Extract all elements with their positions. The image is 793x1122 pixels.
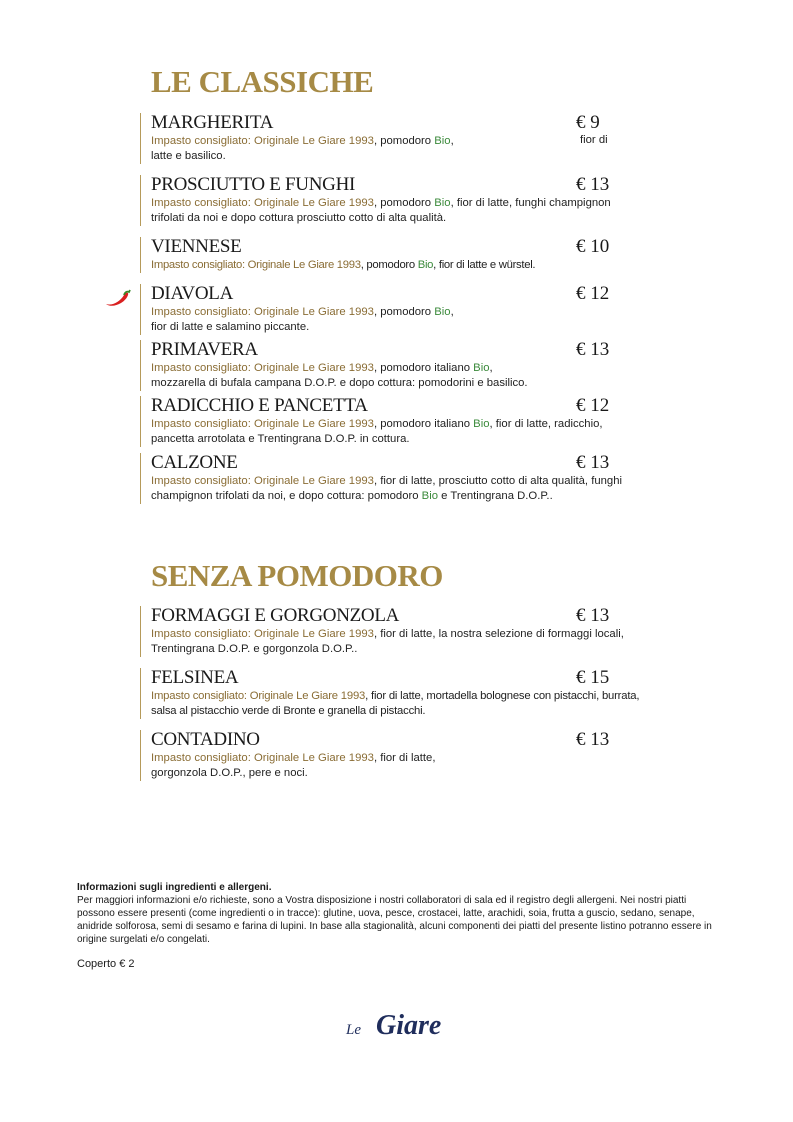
coperto-charge: Coperto € 2 xyxy=(77,958,135,970)
item-description: Impasto consigliato: Originale Le Giare 1993, fior di latte, gorgonzola D.O.P., pere e noci. xyxy=(151,752,436,779)
chili-pepper-icon xyxy=(104,287,132,309)
logo-le: Le xyxy=(346,1022,361,1038)
item-description: Impasto consigliato: Originale Le Giare 1993, pomodoro Bio, fior di latte e salamino piccante. xyxy=(151,306,454,333)
menu-item-formaggi-e-gorgonzola xyxy=(140,606,641,657)
item-description: Impasto consigliato: Originale Le Giare 1993, pomodoro italiano Bio, mozzarella di bufala campana D.O.P. e dopo cottura: pomodorini e basilico. xyxy=(151,362,528,389)
logo-giare: Giare xyxy=(376,1010,442,1041)
item-name: RADICCHIO E PANCETTA xyxy=(151,395,368,416)
item-description: Impasto consigliato: Originale Le Giare 1993, fior di latte, mortadella bolognese con pistacchi, burrata, salsa al pistacchio verde di Bronte e granella di pistacchi. xyxy=(151,690,640,717)
item-name: VIENNESE xyxy=(151,236,242,257)
menu-item-viennese xyxy=(140,237,641,273)
menu-item-prosciutto-e-funghi xyxy=(140,175,641,226)
item-description: Impasto consigliato: Originale Le Giare 1993, pomodoro Bio, latte e basilico. xyxy=(151,135,454,162)
item-name: FORMAGGI E GORGONZOLA xyxy=(151,605,400,626)
item-name: PRIMAVERA xyxy=(151,339,258,360)
overflow-text-fragment: fior di xyxy=(580,134,608,146)
item-price: € 12 xyxy=(576,283,610,304)
item-name: CALZONE xyxy=(151,452,238,473)
item-price: € 13 xyxy=(576,339,610,360)
item-name: CONTADINO xyxy=(151,729,260,750)
item-price: € 10 xyxy=(576,236,610,257)
item-name: FELSINEA xyxy=(151,667,239,688)
item-price: € 15 xyxy=(576,667,610,688)
item-price: € 9 xyxy=(576,112,600,133)
menu-item-diavola xyxy=(140,284,641,335)
item-price: € 13 xyxy=(576,452,610,473)
menu-item-felsinea xyxy=(140,668,641,719)
item-description: Impasto consigliato: Originale Le Giare 1993, fior di latte, la nostra selezione di formaggi locali, Trentingrana D.O.P. e gorgonzola D.O.P.. xyxy=(151,628,624,655)
item-description: Impasto consigliato: Originale Le Giare 1993, pomodoro Bio, fior di latte, funghi champignon trifolati da noi e dopo cottura prosciutto cotto di alta qualità. xyxy=(151,197,611,224)
item-price: € 13 xyxy=(576,605,610,626)
item-price: € 12 xyxy=(576,395,610,416)
menu-item-calzone xyxy=(140,453,641,504)
allergen-info-body: Per maggiori informazioni e/o richieste, sono a Vostra disposizione i nostri collaboratori di sala ed il registro degli allergeni. Nei nostri piatti possono essere presenti (come ingredienti o in tracce): glutine, uova, pesce, crostacei, latte, arachidi, soia, frutta a guscio, sedano, senape, anidride solforosa, semi di sesamo e farina di lupini. In base alla stagionalità, alcuni componenti dei piatti del presente listino potranno essere in origine surgelati e/o congelati. xyxy=(77,895,712,945)
menu-item-primavera xyxy=(140,340,641,391)
menu-item-margherita xyxy=(140,113,641,164)
allergen-info xyxy=(77,881,717,946)
item-description: Impasto consigliato: Originale Le Giare 1993, pomodoro italiano Bio, fior di latte, radicchio, pancetta arrotolata e Trentingrana D.O.P. in cottura. xyxy=(151,418,603,445)
item-price: € 13 xyxy=(576,729,610,750)
menu-item-radicchio-e-pancetta xyxy=(140,396,641,447)
item-description: Impasto consigliato: Originale Le Giare 1993, pomodoro Bio, fior di latte e würstel. xyxy=(151,259,536,271)
menu-item-contadino xyxy=(140,730,641,781)
item-name: DIAVOLA xyxy=(151,283,233,304)
item-name: MARGHERITA xyxy=(151,112,274,133)
section-title-senza-pomodoro: SENZA POMODORO xyxy=(151,558,443,593)
allergen-info-title: Informazioni sugli ingredienti e allergeni. xyxy=(77,882,272,893)
section-title-le-classiche: LE CLASSICHE xyxy=(151,64,374,99)
item-price: € 13 xyxy=(576,174,610,195)
item-name: PROSCIUTTO E FUNGHI xyxy=(151,174,356,195)
item-description: Impasto consigliato: Originale Le Giare 1993, fior di latte, prosciutto cotto di alta qualità, funghi champignon trifolati da noi, e dopo cottura: pomodoro Bio e Trentingrana D.O.P.. xyxy=(151,475,622,502)
le-giare-logo xyxy=(340,1010,455,1050)
